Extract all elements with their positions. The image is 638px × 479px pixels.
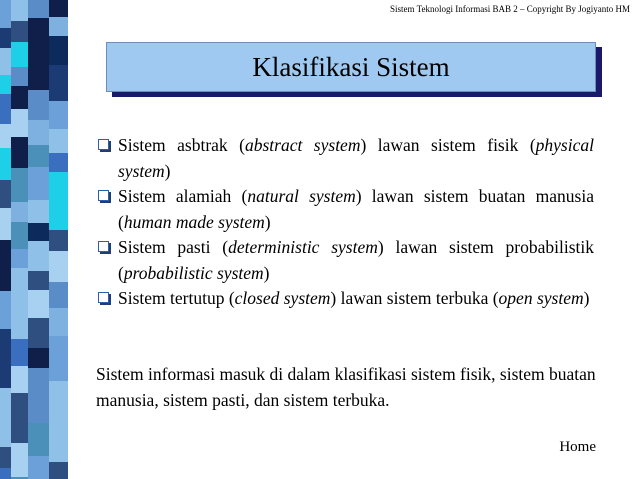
stripe-tile [11, 249, 28, 268]
stripe-tile [11, 21, 28, 42]
stripe-tile [49, 308, 68, 336]
stripe-tile [11, 168, 28, 202]
stripe-tile [49, 195, 68, 230]
checkbox-bullet-icon [96, 286, 118, 312]
stripe-tile [0, 208, 11, 240]
stripe-column [0, 0, 11, 479]
stripe-tile [0, 0, 11, 28]
stripe-tile [49, 153, 68, 172]
stripe-tile [11, 420, 28, 443]
stripe-tile [0, 270, 11, 291]
stripe-tile [0, 468, 11, 479]
stripe-tile [0, 291, 11, 329]
bullet-item: Sistem tertutup (closed system) lawan sistem terbuka (open system) [96, 286, 594, 312]
stripe-tile [49, 381, 68, 406]
stripe-tile [0, 94, 11, 124]
stripe-column [49, 0, 68, 479]
stripe-tile [0, 329, 11, 349]
slide-title: Klasifikasi Sistem [252, 51, 450, 82]
stripe-tile [49, 172, 68, 195]
bullet-item: Sistem pasti (deterministic system) lawan sistem probabilistik (probabilistic system) [96, 235, 594, 286]
stripe-tile [28, 368, 49, 405]
stripe-tile [0, 415, 11, 447]
stripe-tile [49, 251, 68, 282]
decorative-stripe [0, 0, 68, 479]
stripe-tile [11, 366, 28, 393]
stripe-tile [11, 300, 28, 339]
home-link[interactable]: Home [559, 439, 596, 455]
stripe-tile [49, 439, 68, 462]
stripe-tile [49, 282, 68, 308]
stripe-tile [49, 354, 68, 381]
stripe-tile [0, 349, 11, 388]
stripe-tile [28, 290, 49, 318]
stripe-tile [28, 241, 49, 271]
summary-text: Sistem informasi masuk di dalam klasifikasi sistem fisik, sistem buatan manusia, sistem pasti, dan sistem terbuka. [96, 364, 596, 410]
stripe-tile [28, 120, 49, 145]
stripe-tile [0, 180, 11, 208]
stripe-tile [49, 17, 68, 36]
stripe-tile [11, 268, 28, 300]
stripe-tile [28, 90, 49, 120]
slide-header: Sistem Teknologi Informasi BAB 2 – Copyright By Jogiyanto HM [390, 4, 630, 14]
stripe-tile [0, 447, 11, 468]
stripe-tile [28, 318, 49, 348]
stripe-tile [0, 75, 11, 94]
stripe-tile [28, 348, 49, 368]
stripe-tile [11, 109, 28, 137]
stripe-column [11, 0, 28, 479]
stripe-tile [0, 148, 11, 180]
stripe-tile [11, 137, 28, 168]
checkbox-bullet-icon [96, 133, 118, 184]
stripe-tile [11, 0, 28, 21]
stripe-tile [11, 42, 28, 67]
stripe-tile [28, 56, 49, 90]
checkbox-bullet-icon [96, 184, 118, 235]
stripe-tile [11, 443, 28, 477]
stripe-tile [49, 0, 68, 17]
stripe-tile [49, 65, 68, 101]
stripe-tile [28, 423, 49, 456]
stripe-tile [28, 18, 49, 56]
stripe-tile [28, 405, 49, 423]
stripe-tile [28, 456, 49, 479]
bullet-item: Sistem asbtrak (abstract system) lawan sistem fisik (physical system) [96, 133, 594, 184]
stripe-tile [11, 202, 28, 222]
stripe-tile [11, 67, 28, 86]
bullet-list [96, 133, 594, 312]
stripe-tile [0, 388, 11, 415]
stripe-tile [49, 462, 68, 479]
stripe-column [28, 0, 49, 479]
stripe-tile [11, 86, 28, 109]
stripe-tile [49, 101, 68, 129]
checkbox-bullet-icon [96, 235, 118, 286]
stripe-tile [0, 28, 11, 48]
stripe-tile [11, 339, 28, 366]
stripe-tile [28, 223, 49, 241]
stripe-tile [28, 271, 49, 290]
stripe-tile [49, 129, 68, 153]
stripe-tile [11, 393, 28, 420]
stripe-tile [49, 230, 68, 251]
stripe-tile [49, 36, 68, 65]
title-box [106, 42, 596, 92]
bullet-item: Sistem alamiah (natural system) lawan sistem buatan manusia (human made system) [96, 184, 594, 235]
stripe-tile [11, 222, 28, 249]
stripe-tile [28, 167, 49, 200]
stripe-tile [28, 0, 49, 18]
stripe-tile [49, 406, 68, 439]
stripe-tile [0, 48, 11, 75]
stripe-tile [0, 124, 11, 148]
stripe-tile [0, 240, 11, 270]
stripe-tile [28, 145, 49, 167]
stripe-tile [49, 336, 68, 354]
stripe-tile [28, 200, 49, 223]
